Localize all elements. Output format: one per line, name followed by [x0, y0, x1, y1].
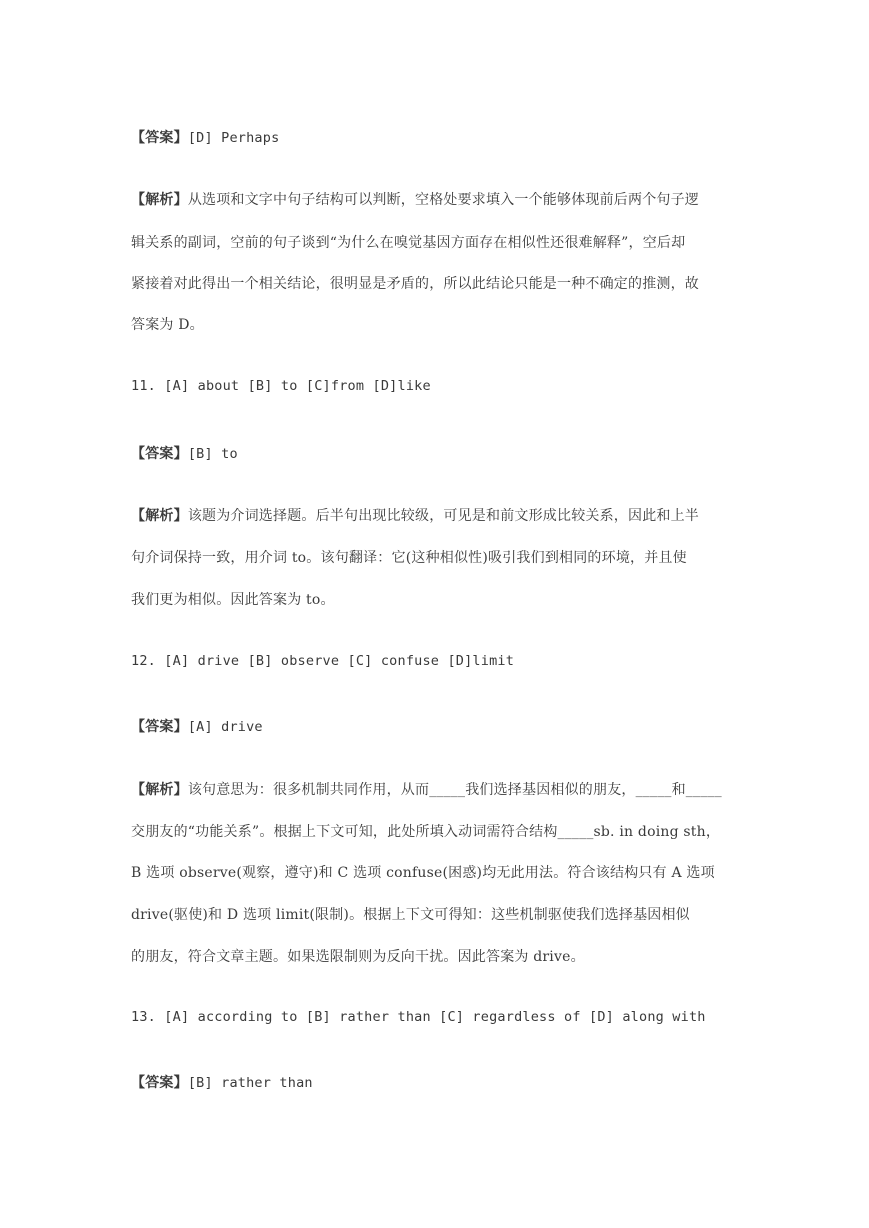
analysis-text: 的朋友，符合文章主题。如果选限制则为反向干扰。因此答案为 drive。 — [131, 949, 585, 965]
analysis-line-10-4 — [131, 314, 204, 334]
answer-text: [B] to — [187, 446, 238, 462]
answer-line-13 — [131, 1072, 313, 1092]
question-text: 12. [A] drive [B] observe [C] confuse [D]limit — [131, 653, 515, 669]
question-text: 13. [A] according to [B] rather than [C] regardless of [D] along with — [131, 1009, 706, 1025]
analysis-text: B 选项 observe(观察，遵守)和 C 选项 confuse(困惑)均无此用法。符合该结构只有 A 选项 — [131, 865, 715, 881]
analysis-line-12-1 — [131, 779, 722, 799]
answer-label: 【答案】 — [131, 719, 188, 735]
analysis-text: 句介词保持一致，用介词 to。该句翻译：它(这种相似性)吸引我们到相同的环境，并且使 — [131, 550, 687, 566]
analysis-text: 该题为介词选择题。后半句出现比较级，可见是和前文形成比较关系，因此和上半 — [187, 508, 700, 524]
analysis-text: 辑关系的副词，空前的句子谈到“为什么在嗅觉基因方面存在相似性还很难解释”，空后却 — [131, 235, 686, 251]
analysis-line-10-3 — [131, 273, 699, 293]
analysis-text: 紧接着对此得出一个相关结论，很明显是矛盾的，所以此结论只能是一种不确定的推测，故 — [131, 276, 699, 292]
analysis-line-12-2 — [131, 821, 720, 841]
analysis-label: 【解析】 — [131, 192, 188, 208]
answer-line-11 — [131, 443, 238, 463]
analysis-text: 交朋友的“功能关系”。根据上下文可知，此处所填入动词需符合结构_____sb. in doing sth， — [131, 824, 721, 840]
analysis-text: 我们更为相似。因此答案为 to。 — [131, 592, 335, 608]
analysis-line-11-3 — [131, 589, 335, 609]
analysis-line-12-4 — [131, 904, 690, 924]
answer-label: 【答案】 — [131, 130, 188, 146]
analysis-line-10-2 — [131, 232, 685, 252]
analysis-line-12-3 — [131, 862, 715, 882]
analysis-text: 该句意思为：很多机制共同作用，从而_____我们选择基因相似的朋友，_____和_____ — [187, 782, 722, 798]
analysis-label: 【解析】 — [131, 508, 188, 524]
analysis-text: 从选项和文字中句子结构可以判断，空格处要求填入一个能够体现前后两个句子逻 — [187, 192, 700, 208]
answer-text: [B] rather than — [187, 1075, 313, 1091]
analysis-text: drive(驱使)和 D 选项 limit(限制)。根据上下文可得知：这些机制驱使我们选择基因相似 — [131, 907, 690, 923]
answer-label: 【答案】 — [131, 446, 188, 462]
question-text: 11. [A] about [B] to [C]from [D]like — [131, 378, 431, 394]
answer-text: [D] Perhaps — [187, 130, 280, 146]
question-12 — [131, 653, 514, 669]
analysis-line-11-1 — [131, 505, 699, 525]
question-13 — [131, 1009, 706, 1025]
analysis-line-10-1 — [131, 189, 699, 209]
analysis-line-12-5 — [131, 946, 585, 966]
answer-line-12 — [131, 716, 263, 736]
analysis-text: 答案为 D。 — [131, 317, 204, 333]
question-11 — [131, 378, 431, 394]
answer-text: [A] drive — [187, 719, 263, 735]
analysis-label: 【解析】 — [131, 782, 188, 798]
answer-label: 【答案】 — [131, 1075, 188, 1091]
analysis-line-11-2 — [131, 547, 687, 567]
answer-line-10 — [131, 127, 279, 147]
